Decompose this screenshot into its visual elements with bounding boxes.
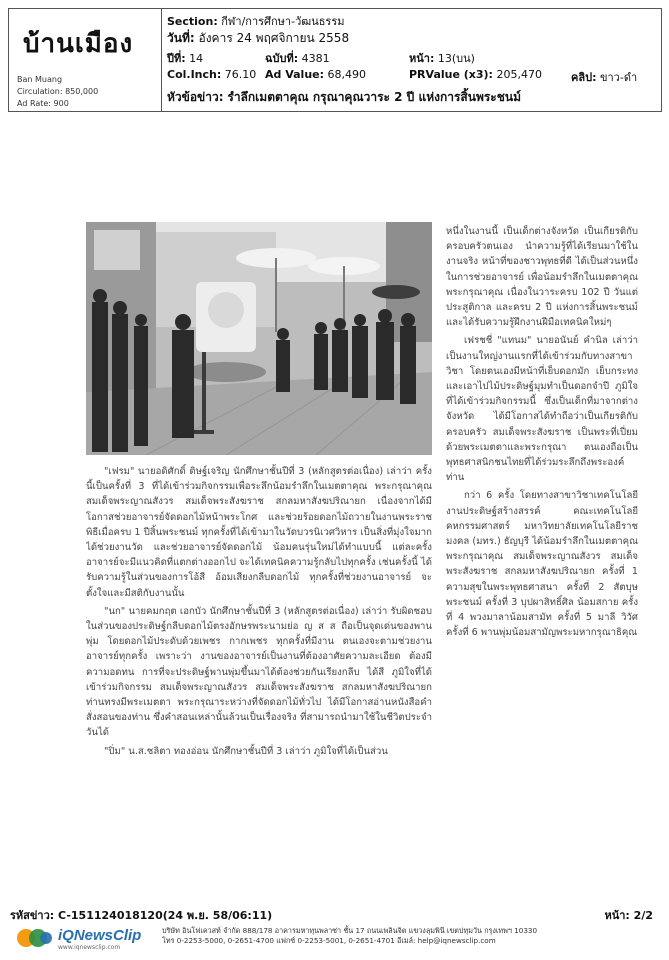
publication-name-en: Ban Muang [17,75,63,84]
company-contact: โทร 0-2253-5000, 0-2651-4700 แฟกซ์ 0-2253-5001, 0-2651-4701 อีเมล์: help@iqnewsclip.com [162,936,496,945]
article-paragraph: กว่า 6 ครั้ง โดยทางสาขาวิชาเทคโนโลยีงานประดิษฐ์สร้างสรรค์ คณะเทคโนโลยีคหกรรมศาสตร์ มหาวิทยาลัยเทคโนโลยีราชมงคล (มทร.) ธัญบุรี ได้น้อมรำลึกในเมตตาคุณ พระกรุณาคุณ สมเด็จพระญาณสังวร สมเด็จพระสังฆราช สกลมหาสังฆปริณายก ครั้งที่ 1 ความสุขในพระพุทธศาสนา ครั้งที่ 2 สัตบุษพระชนม์ ครั้งที่ 3 บุปผาสิทธิ์ศิล น้อมสกาย ครั้งที่ 4 พวงมาลาน้อมสามัท ครั้งที่ 5 มาลี วิวัศ ครั้งที่ 6 พานพุ่มน้อมสามัญพระมหากรุณาธิคุณ [446,490,638,639]
colinch-value: 76.10 [224,68,257,81]
page-field [409,49,475,67]
circulation-value: 850,000 [65,87,99,96]
publication-box [9,9,162,111]
issue-field [265,49,330,67]
article-paragraph: หนึ่งในงานนี้ เป็นเด็กต่างจังหวัด เป็นเกียรติกับครอบครัวตนเอง นำความรู้ที่ได้เรียนมาใช้ในงานจริง หน้าที่ของชาวพุทธที่ดี ได้เป็นส่วนหนึ่งในการช่วยอาจารย์ เพื่อน้อมรำลึกในเมตตาคุณ พระกรุณาคุณ เนื่องในวาระครบ 102 ปี วันแต่ประสูติกาล และครบ 2 ปี แห่งการสิ้นพระชนม์ และได้รับความรู้ฝึกงานฝีมือเทคนิคใหม่ๆ [446,226,638,329]
page-value: 13(บน) [437,52,475,65]
page-number [604,906,653,924]
logo-url: www.iqnewsclip.com [58,944,121,951]
circulation [17,87,98,96]
article-paragraph: "ปิ่ม" น.ส.ชลิตา ทองอ่อน นักศึกษาชั้นปีที่ 3 เล่าว่า ภูมิใจที่ได้เป็นส่วน [104,745,388,757]
headline-label: หัวข้อข่าว: [167,90,224,104]
article-paragraph: "เฟรม" นายอดิศักดิ์ ดิษฐ์เจริญ นักศึกษาชั้นปีที่ 3 (หลักสูตรต่อเนื่อง) เล่าว่า ครั้งนี้เป็นครั้งที่ 3 ที่ได้เข้าร่วมกิจกรรมเพื่อระลึกน้อมรำลึกในเมตตาคุณ พระกรุณาคุณ สมเด็จพระญาณสังวร สมเด็จพระสังฆราช สกลมหาสังฆปริณายก เนื่องจากได้มีโอกาสช่วยอาจารย์จัดดอกไม้หน้าพระโกศ และช่วยร้อยดอกไม้ถวายในงานพระราชพิธีเมื่อครบ 1 ปีสิ้นพระชนม์ ทุกครั้งที่ได้เข้ามาในวัดบวรนิเวศวิหาร เป็นสิ่งที่มุ่งใจมากได้ช่วยงานวัด และช่วยอาจารย์จัดดอกไม้ น้อมคนรุ่นใหม่ได้ทำแบบนี้ แต่ละครั้งอาจารย์จะมีแนวคิดที่แตกต่างออกไป จะได้เทคนิคความรู้กลับไปทุกครั้ง เช่นครั้งนี้ ได้รับความรู้ในส่วนของการโอ้สี อ้อมเสียงกลีบดอกไม้ ทุกครั้งที่ช่วยงานอาจารย์ จะตั้งใจและมีสติกับงานนั้น [86,466,432,599]
iqnewsclip-mark-icon [16,926,54,950]
ad-rate [17,99,69,108]
article-paragraph: เฟรชชี่ "แทนม" นายอนันย์ คำนิล เล่าว่า เป็นงานใหญ่งานแรกที่ได้เข้าร่วมกับทางสาขาวิชา โดยตนเองมีหน้าที่เย็บดอกมัก เย็บกระทงและเอาไปไม้ประดิษฐ์มุมทำเป็นดอกจำปี ภูมิใจที่ได้เข้าร่วมกิจกรรมนี้ ซึ่งเป็นเด็กที่มาจากต่างจังหวัด ได้มีโอกาสได้ทำถือว่าเป็นเกียรติกับครอบครัว สมเด็จพระสังฆราช เป็นพระที่เปี่ยมด้วยพระเมตตาและพระกรุณา ตนเองถือเป็นพุทธศาสนิกชนไทยที่ได้ร่วมระลึกถึงพระองค์ท่าน [446,335,638,484]
year-field [167,49,203,67]
article-left-column [86,464,432,800]
clip-field [571,68,637,86]
page-label: หน้า: [409,52,435,65]
article-paragraph: "นก" นายคมกฤต เอกบัว นักศึกษาชั้นปีที่ 3 (หลักสูตรต่อเนื่อง) เล่าว่า รับผิดชอบในส่วนของประดิษฐ์กลีบดอกไม้ตรงอักษรพระนามย่อ ญ ส ส ถือเป็นจุดเด่นของพานพุ่ม โดยดอกไม้ประดับด้วยเพชร กากเพชร ทุกครั้งที่มีงาน ตนเองจะตามช่วยงานอาจารย์ทุกครั้ง เพราะว่า งานของอาจารย์เป็นงานที่ต้องอาศัยความละเอียด ต้องมีความอดทน การที่จะประดิษฐ์พานพุ่มขึ้นมาได้ต้องช่วยกันเรียงกลีบ ได้สี ภูมิใจที่ได้เข้าร่วมกิจกรรม สมเด็จพระญาณสังวร สมเด็จพระสังฆราช สกลมหาสังฆปริณายก ท่านทรงมีพระเมตตา พระกรุณาระหว่างที่จัดดอกไม้ทั่วไป ได้มีโอกาสอ่านหนังสือคำสั่งสอนของท่าน ซึ่งคำสอนเหล่านั้นล้วนเป็นเรื่องจริง ที่สามารถนำมาใช้ในชีวิตประจำวันได้ [86,605,432,739]
issue-value: 4381 [301,52,330,65]
clip-footer [0,900,669,960]
company-address: บริษัท อินโฟเควสท์ จำกัด 888/178 อาคารมหาทุนพลาซ่า ชั้น 17 ถนนเพลินจิต แขวงลุมพินี เขตปทุมวัน กรุงเทพฯ 10330 [162,926,538,935]
section-label: Section: [167,15,218,28]
year-value: 14 [189,52,204,65]
ad-rate-label: Ad Rate: [17,99,51,108]
issue-label: ฉบับที่: [265,52,299,65]
colinch-label: Col.Inch: [167,68,222,81]
logo-text: iQNewsClip [58,927,142,944]
page-number-label: หน้า: [604,909,630,922]
prvalue-field [409,68,542,81]
date-label: วันที่: [167,31,195,45]
prvalue-value: 205,470 [496,68,542,81]
news-code [10,906,272,924]
news-code-value: C-151124018120(24 พ.ย. 58/06:11) [58,909,273,922]
advalue-field [265,68,366,81]
clip-header [8,8,662,112]
ad-rate-value: 900 [53,99,69,108]
section-row [167,12,345,30]
headline-row [167,88,521,107]
iqnewsclip-logo [16,926,141,952]
page-number-value: 2/2 [633,909,653,922]
year-label: ปีที่: [167,52,186,65]
ceremony-photo [86,222,432,455]
date-value: อังคาร 24 พฤศจิกายน 2558 [198,31,350,45]
headline-value: รำลึกเมตตาคุณ กรุณาคุณวาระ 2 ปี แห่งการสิ้นพระชนม์ [227,90,521,104]
circulation-label: Circulation: [17,87,63,96]
article-right-column [446,224,638,660]
advalue-value: 68,490 [327,68,367,81]
company-info [162,926,537,946]
advalue-label: Ad Value: [265,68,325,81]
date-row [167,29,349,48]
clip-value: ขาว-ดำ [599,71,638,84]
colinch-field [167,68,256,81]
clip-label: คลิป: [571,71,597,84]
section-value: กีฬา/การศึกษา-วัฒนธรรม [221,15,345,28]
publication-name: บ้านเมือง [23,29,134,59]
clip-metadata [167,9,657,111]
news-code-label: รหัสข่าว: [10,909,55,922]
prvalue-label: PRValue (x3): [409,68,493,81]
